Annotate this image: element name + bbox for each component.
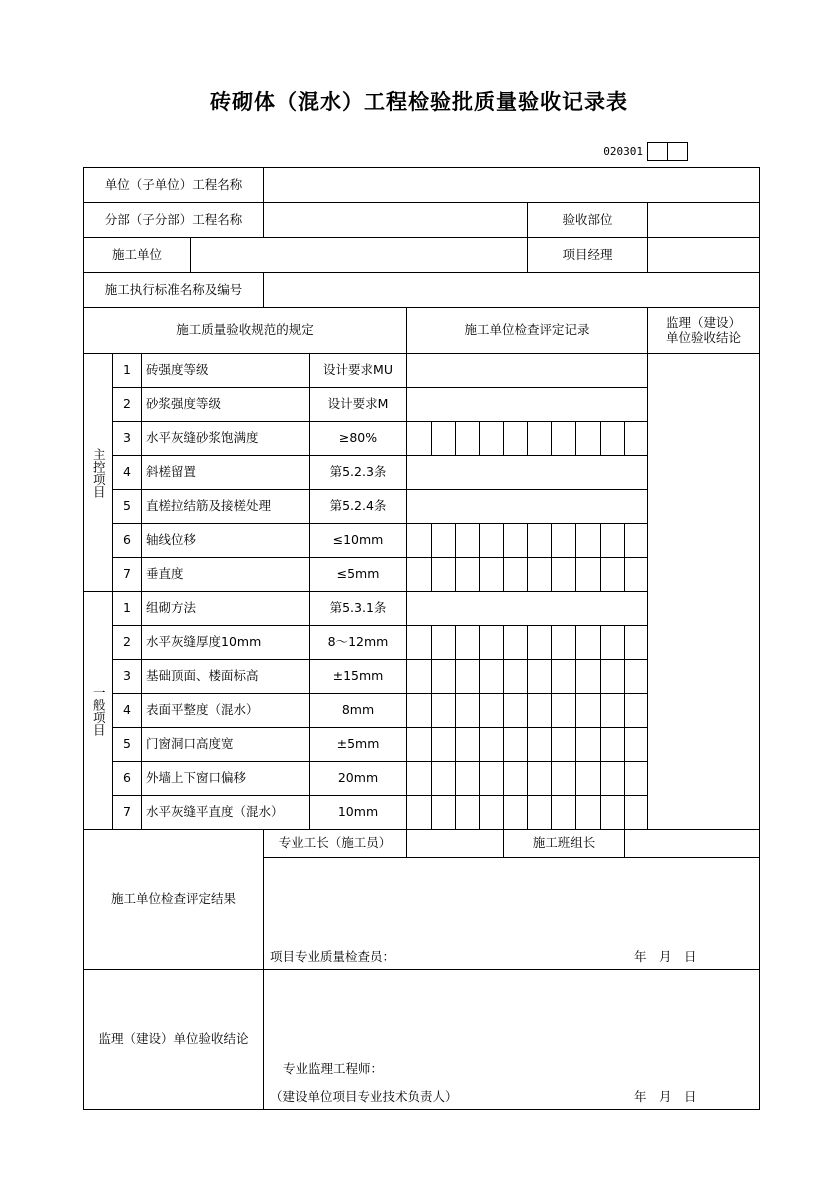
main-record-grid-cell[interactable] xyxy=(431,523,456,558)
main-item-name: 斜槎留置 xyxy=(141,455,310,490)
general-record-grid-cell[interactable] xyxy=(406,795,432,830)
main-record-grid-cell[interactable] xyxy=(624,557,648,592)
general-item-spec: 10mm xyxy=(309,795,407,830)
general-record-grid-cell[interactable] xyxy=(431,795,456,830)
general-record-grid-cell[interactable] xyxy=(575,625,601,660)
general-item-spec: 8mm xyxy=(309,693,407,728)
general-item-number: 4 xyxy=(112,693,142,728)
general-record-grid-cell[interactable] xyxy=(479,625,504,660)
division-project-name-label: 分部（子分部）工程名称 xyxy=(83,202,264,238)
main-record-grid-cell[interactable] xyxy=(575,421,601,456)
construction-unit-field[interactable] xyxy=(190,237,528,273)
general-item-spec: ±15mm xyxy=(309,659,407,694)
general-record-grid-cell[interactable] xyxy=(527,761,552,796)
main-item-spec: 第5.2.3条 xyxy=(309,455,407,490)
form-code-box-2[interactable] xyxy=(667,142,688,161)
acceptance-part-field[interactable] xyxy=(647,202,760,238)
form-code-box-1[interactable] xyxy=(647,142,668,161)
general-record-grid-cell[interactable] xyxy=(479,659,504,694)
main-item-name: 砖强度等级 xyxy=(141,353,310,388)
main-item-spec: ≥80% xyxy=(309,421,407,456)
general-item-name: 表面平整度（混水） xyxy=(141,693,310,728)
general-item-number: 1 xyxy=(112,591,142,626)
main-item-number: 7 xyxy=(112,557,142,592)
general-record-grid-cell[interactable] xyxy=(527,625,552,660)
conclusion-column-header xyxy=(647,307,760,354)
general-record-grid-cell[interactable] xyxy=(551,625,576,660)
construction-unit-label: 施工单位 xyxy=(83,237,191,273)
main-record-grid-cell[interactable] xyxy=(455,421,480,456)
main-item-number: 1 xyxy=(112,353,142,388)
main-record-grid-cell[interactable] xyxy=(600,557,625,592)
unit-project-name-field[interactable] xyxy=(263,167,760,203)
general-items-category xyxy=(83,591,113,830)
general-items-category-label: 一般项目 xyxy=(91,685,107,736)
general-item-number: 2 xyxy=(112,625,142,660)
general-record-grid-cell[interactable] xyxy=(503,795,528,830)
form-code: 020301 xyxy=(603,145,643,158)
main-record-field[interactable] xyxy=(406,455,648,490)
general-record-grid-cell[interactable] xyxy=(527,795,552,830)
general-item-name: 外墙上下窗口偏移 xyxy=(141,761,310,796)
general-record-grid-cell[interactable] xyxy=(551,727,576,762)
unit-project-name-label: 单位（子单位）工程名称 xyxy=(83,167,264,203)
main-record-grid-cell[interactable] xyxy=(600,523,625,558)
general-record-grid-cell[interactable] xyxy=(479,693,504,728)
general-record-grid-cell[interactable] xyxy=(600,761,625,796)
main-item-name: 直槎拉结筋及接槎处理 xyxy=(141,489,310,524)
general-item-name: 门窗洞口高度宽 xyxy=(141,727,310,762)
conclusion-header-line1: 监理（建设） xyxy=(665,315,741,331)
general-record-grid-cell[interactable] xyxy=(503,761,528,796)
general-record-field[interactable] xyxy=(406,591,648,626)
general-record-grid-cell[interactable] xyxy=(455,693,480,728)
date-label-2: 年 月 日 xyxy=(634,1089,697,1104)
record-column-header: 施工单位检查评定记录 xyxy=(406,307,648,354)
general-record-grid-cell[interactable] xyxy=(431,625,456,660)
conclusion-header-line2: 单位验收结论 xyxy=(665,329,741,345)
main-record-grid-cell[interactable] xyxy=(503,523,528,558)
main-item-number: 2 xyxy=(112,387,142,422)
general-item-name: 组砌方法 xyxy=(141,591,310,626)
main-record-grid-cell[interactable] xyxy=(575,557,601,592)
general-record-grid-cell[interactable] xyxy=(624,761,648,796)
supervision-engineer-label: 专业监理工程师： xyxy=(283,1061,384,1076)
main-record-grid-cell[interactable] xyxy=(406,557,432,592)
main-record-grid-cell[interactable] xyxy=(624,421,648,456)
owner-rep-label: （建设单位项目专业技术负责人） xyxy=(270,1089,458,1104)
main-record-grid-cell[interactable] xyxy=(479,523,504,558)
general-record-grid-cell[interactable] xyxy=(431,761,456,796)
main-record-grid-cell[interactable] xyxy=(551,557,576,592)
main-record-grid-cell[interactable] xyxy=(503,421,528,456)
general-record-grid-cell[interactable] xyxy=(406,761,432,796)
general-record-grid-cell[interactable] xyxy=(406,659,432,694)
general-record-grid-cell[interactable] xyxy=(600,727,625,762)
general-record-grid-cell[interactable] xyxy=(479,727,504,762)
general-item-spec: 20mm xyxy=(309,761,407,796)
general-record-grid-cell[interactable] xyxy=(624,625,648,660)
main-record-grid-cell[interactable] xyxy=(431,557,456,592)
main-record-grid-cell[interactable] xyxy=(479,557,504,592)
supervision-conclusion-label: 监理（建设）单位验收结论 xyxy=(83,969,264,1110)
spec-column-header: 施工质量验收规范的规定 xyxy=(83,307,407,354)
general-record-grid-cell[interactable] xyxy=(600,625,625,660)
project-manager-label: 项目经理 xyxy=(527,237,648,273)
general-record-grid-cell[interactable] xyxy=(600,795,625,830)
main-item-name: 砂浆强度等级 xyxy=(141,387,310,422)
general-record-grid-cell[interactable] xyxy=(406,625,432,660)
main-record-grid-cell[interactable] xyxy=(455,523,480,558)
main-record-grid-cell[interactable] xyxy=(455,557,480,592)
main-item-spec: ≤5mm xyxy=(309,557,407,592)
general-record-grid-cell[interactable] xyxy=(575,693,601,728)
main-item-number: 3 xyxy=(112,421,142,456)
main-record-grid-cell[interactable] xyxy=(624,523,648,558)
main-record-grid-cell[interactable] xyxy=(600,421,625,456)
construction-result-label: 施工单位检查评定结果 xyxy=(83,829,264,970)
general-item-name: 基础顶面、楼面标高 xyxy=(141,659,310,694)
general-record-grid-cell[interactable] xyxy=(527,727,552,762)
general-record-grid-cell[interactable] xyxy=(503,727,528,762)
main-record-grid-cell[interactable] xyxy=(575,523,601,558)
general-record-grid-cell[interactable] xyxy=(406,693,432,728)
general-record-grid-cell[interactable] xyxy=(479,795,504,830)
general-record-grid-cell[interactable] xyxy=(551,659,576,694)
general-record-grid-cell[interactable] xyxy=(431,659,456,694)
general-item-number: 7 xyxy=(112,795,142,830)
general-record-grid-cell[interactable] xyxy=(455,795,480,830)
general-record-grid-cell[interactable] xyxy=(431,693,456,728)
general-record-grid-cell[interactable] xyxy=(575,761,601,796)
main-item-number: 4 xyxy=(112,455,142,490)
standard-field[interactable] xyxy=(263,272,760,308)
main-item-spec: ≤10mm xyxy=(309,523,407,558)
general-record-grid-cell[interactable] xyxy=(600,693,625,728)
date-label: 年 月 日 xyxy=(634,949,697,964)
general-record-grid-cell[interactable] xyxy=(624,659,648,694)
main-record-field[interactable] xyxy=(406,387,648,422)
main-record-grid-cell[interactable] xyxy=(503,557,528,592)
general-record-grid-cell[interactable] xyxy=(624,795,648,830)
main-item-spec: 设计要求MU xyxy=(309,353,407,388)
main-record-grid-cell[interactable] xyxy=(479,421,504,456)
general-record-grid-cell[interactable] xyxy=(503,625,528,660)
general-record-grid-cell[interactable] xyxy=(551,761,576,796)
supervision-conclusion-field[interactable] xyxy=(647,353,760,830)
team-leader-label: 施工班组长 xyxy=(503,829,625,858)
general-record-grid-cell[interactable] xyxy=(624,727,648,762)
general-record-grid-cell[interactable] xyxy=(527,693,552,728)
general-record-grid-cell[interactable] xyxy=(455,761,480,796)
general-record-grid-cell[interactable] xyxy=(551,795,576,830)
general-record-grid-cell[interactable] xyxy=(503,659,528,694)
main-item-name: 水平灰缝砂浆饱满度 xyxy=(141,421,310,456)
main-record-grid-cell[interactable] xyxy=(406,523,432,558)
division-project-name-field[interactable] xyxy=(263,202,528,238)
main-record-grid-cell[interactable] xyxy=(551,421,576,456)
page-title: 砖砌体（混水）工程检验批质量验收记录表 xyxy=(210,90,628,114)
main-record-grid-cell[interactable] xyxy=(551,523,576,558)
main-record-grid-cell[interactable] xyxy=(527,421,552,456)
main-record-grid-cell[interactable] xyxy=(527,557,552,592)
general-record-grid-cell[interactable] xyxy=(479,761,504,796)
general-item-name: 水平灰缝平直度（混水） xyxy=(141,795,310,830)
main-record-grid-cell[interactable] xyxy=(431,421,456,456)
general-item-spec: ±5mm xyxy=(309,727,407,762)
general-record-grid-cell[interactable] xyxy=(406,727,432,762)
general-item-spec: 第5.3.1条 xyxy=(309,591,407,626)
general-record-grid-cell[interactable] xyxy=(551,693,576,728)
standard-label: 施工执行标准名称及编号 xyxy=(83,272,264,308)
general-record-grid-cell[interactable] xyxy=(455,625,480,660)
project-manager-field[interactable] xyxy=(647,237,760,273)
main-items-category-label: 主控项目 xyxy=(91,447,107,498)
general-record-grid-cell[interactable] xyxy=(600,659,625,694)
main-item-number: 6 xyxy=(112,523,142,558)
general-record-grid-cell[interactable] xyxy=(575,727,601,762)
general-record-grid-cell[interactable] xyxy=(455,659,480,694)
general-record-grid-cell[interactable] xyxy=(431,727,456,762)
main-record-field[interactable] xyxy=(406,353,648,388)
general-record-grid-cell[interactable] xyxy=(503,693,528,728)
main-item-spec: 设计要求M xyxy=(309,387,407,422)
main-record-grid-cell[interactable] xyxy=(406,421,432,456)
main-record-field[interactable] xyxy=(406,489,648,524)
main-item-number: 5 xyxy=(112,489,142,524)
general-item-number: 5 xyxy=(112,727,142,762)
main-record-grid-cell[interactable] xyxy=(527,523,552,558)
foreman-label: 专业工长（施工员） xyxy=(263,829,407,858)
general-record-grid-cell[interactable] xyxy=(527,659,552,694)
main-item-spec: 第5.2.4条 xyxy=(309,489,407,524)
general-record-grid-cell[interactable] xyxy=(575,659,601,694)
general-item-number: 6 xyxy=(112,761,142,796)
team-leader-field[interactable] xyxy=(624,829,760,858)
general-record-grid-cell[interactable] xyxy=(455,727,480,762)
foreman-field[interactable] xyxy=(406,829,504,858)
general-record-grid-cell[interactable] xyxy=(575,795,601,830)
general-item-number: 3 xyxy=(112,659,142,694)
main-item-name: 轴线位移 xyxy=(141,523,310,558)
main-item-name: 垂直度 xyxy=(141,557,310,592)
general-item-spec: 8～12mm xyxy=(309,625,407,660)
quality-inspector-label: 项目专业质量检查员： xyxy=(270,949,396,964)
general-item-name: 水平灰缝厚度10mm xyxy=(141,625,310,660)
main-items-category xyxy=(83,353,113,592)
acceptance-part-label: 验收部位 xyxy=(527,202,648,238)
general-record-grid-cell[interactable] xyxy=(624,693,648,728)
